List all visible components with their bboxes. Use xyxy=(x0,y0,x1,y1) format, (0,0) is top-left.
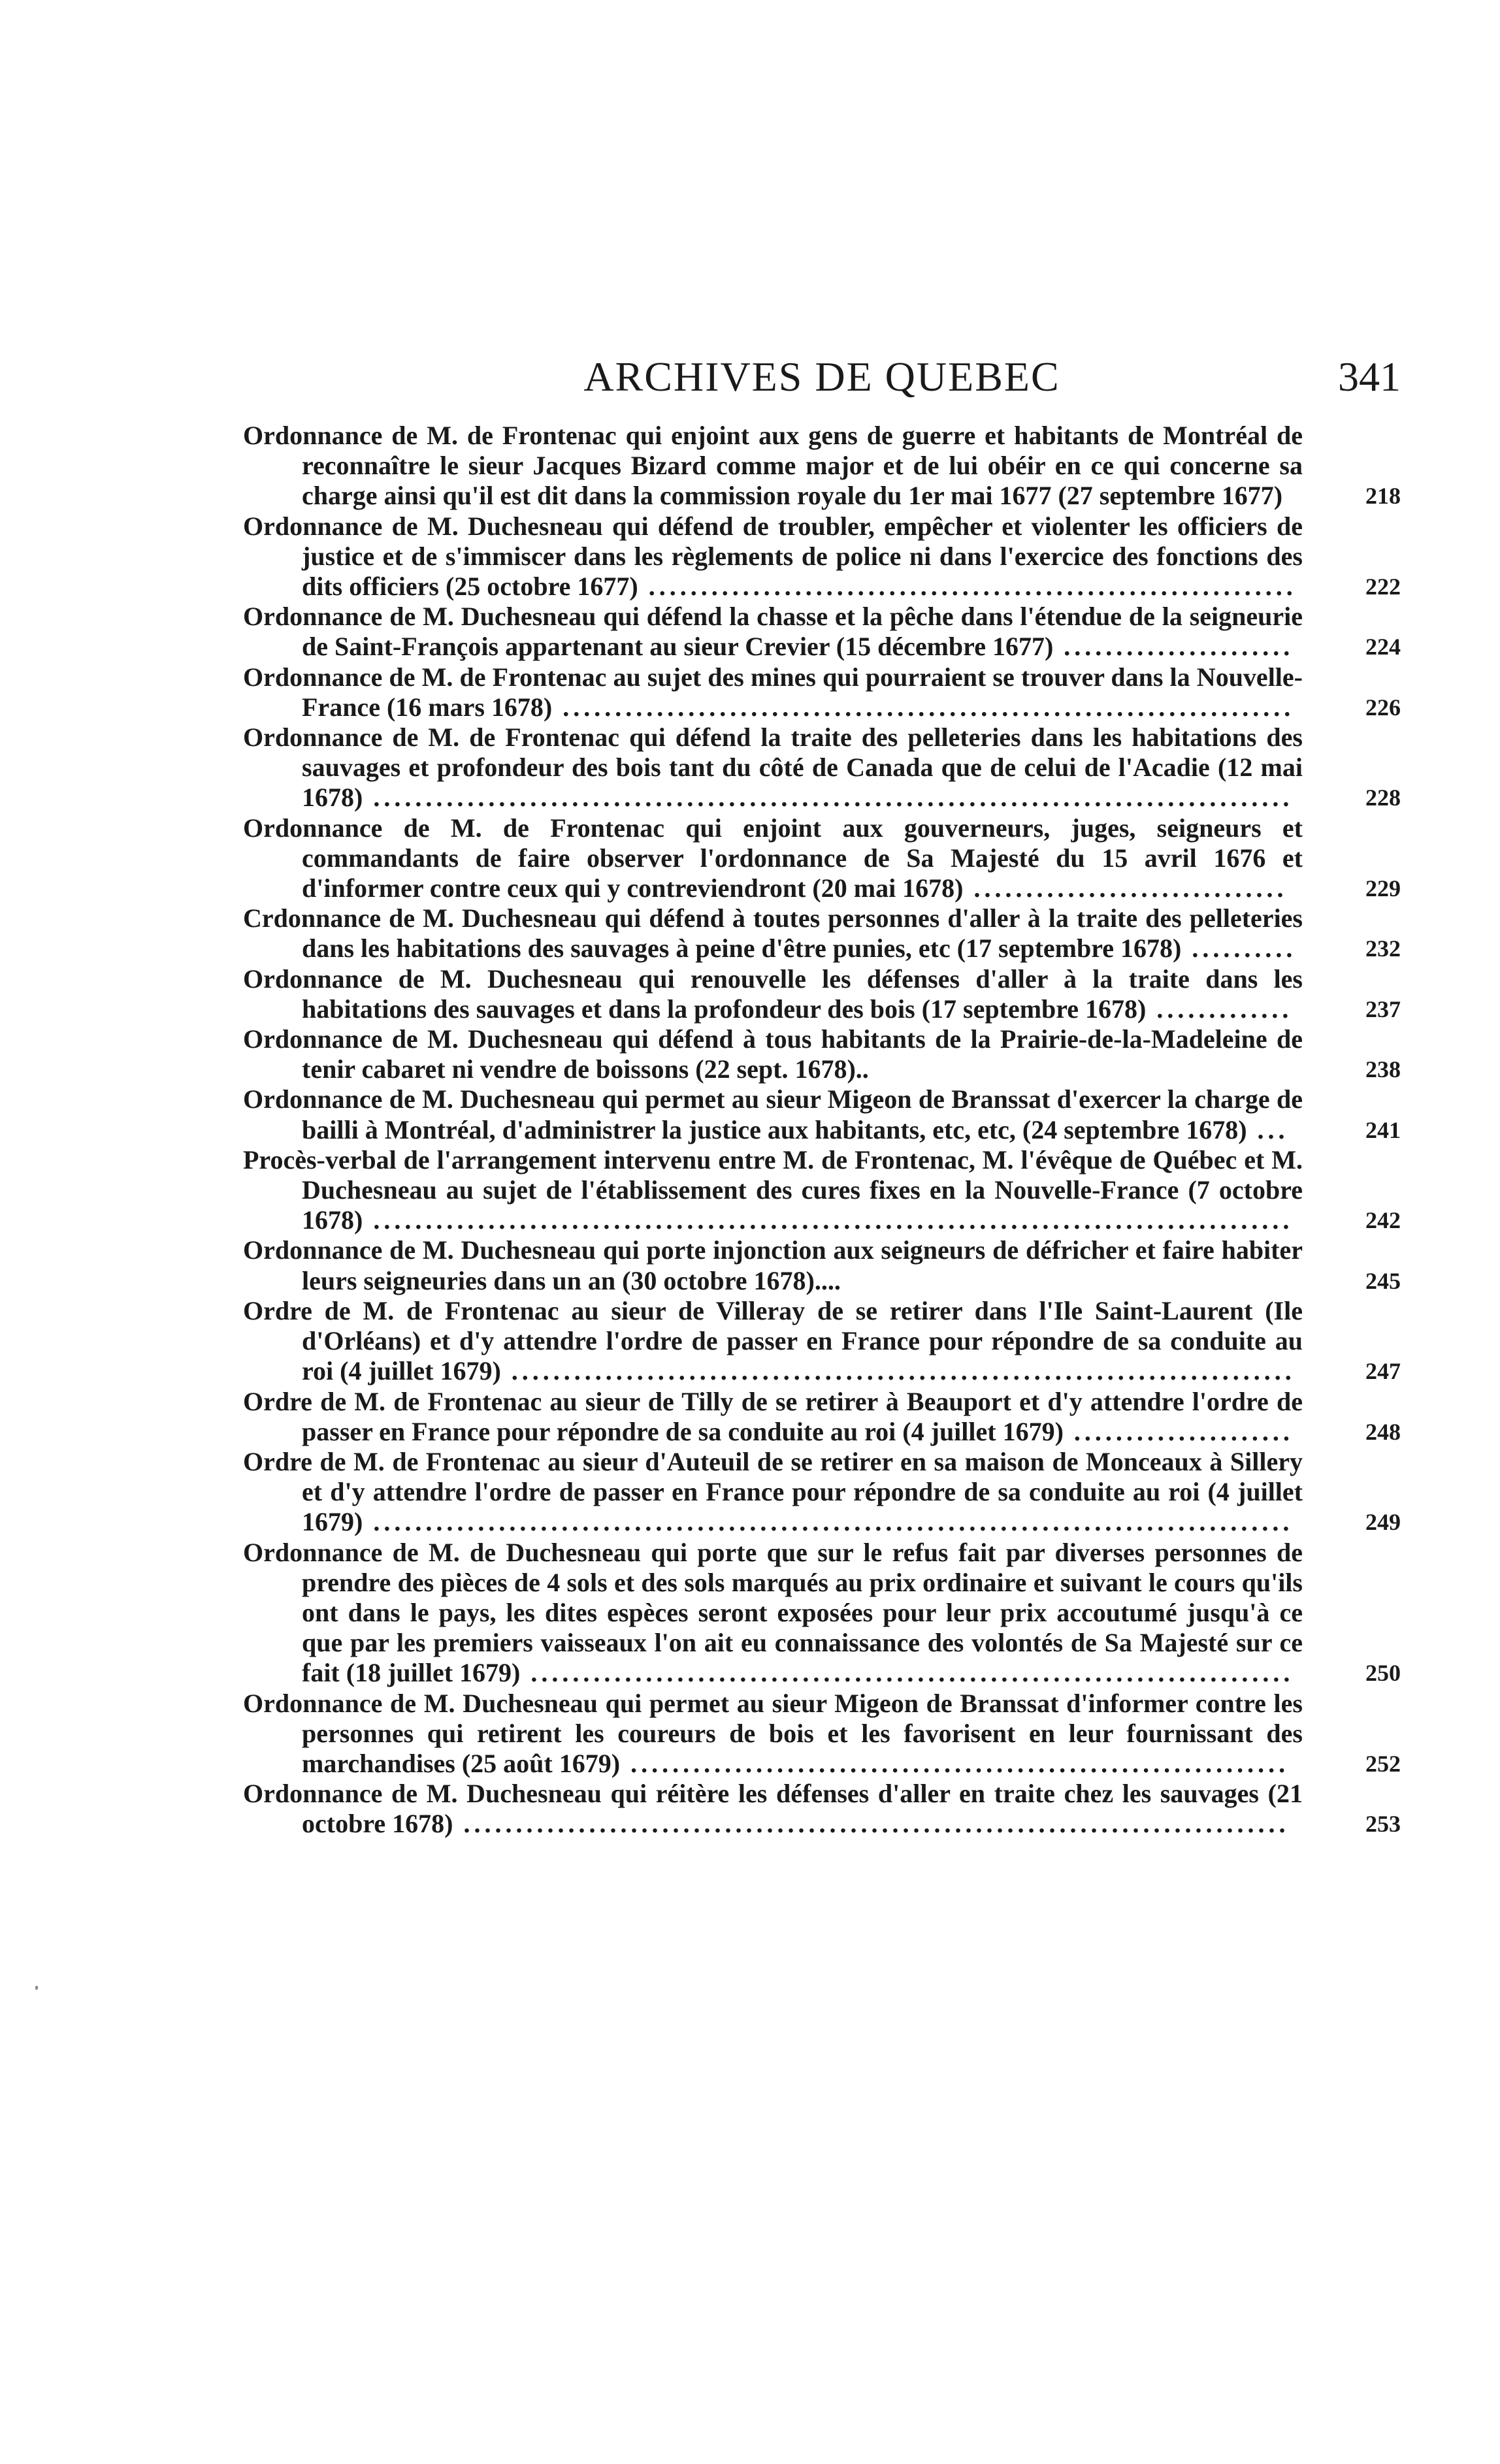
toc-entry-text: Crdonnance de M. Duchesneau qui défend à toutes personnes d'aller à la traite des pelleteries dans les habitations des sauvages à peine d'être punies, etc (17 septembre 1678) xyxy=(243,903,1303,964)
toc-entry xyxy=(243,1538,1401,1689)
toc-entry-page-number: 252 xyxy=(1365,1750,1401,1777)
toc-entry-text: Ordre de M. de Frontenac au sieur de Tilly de se retirer à Beauport et d'y attendre l'ordre de passer en France pour répondre de sa conduite au roi (4 juillet 1679) xyxy=(243,1386,1303,1446)
toc-entry xyxy=(243,602,1401,662)
toc-entry-text: Ordonnance de M. de Frontenac qui défend la traite des pelleteries dans les habitations des sauvages et profondeur des bois tant du côté de Canada que de celui de l'Acadie (12 mai 1678) xyxy=(243,722,1303,813)
dot-leader: ... xyxy=(1247,1114,1289,1144)
toc-entry xyxy=(243,1084,1401,1144)
toc-entry xyxy=(243,1387,1401,1447)
toc-entry-text: Ordonnance de M. Duchesneau qui réitère les défenses d'aller en traite chez les sauvages (21 octobre 1678) xyxy=(243,1779,1303,1839)
toc-entry-text: Ordonnance de M. de Frontenac qui enjoint aux gens de guerre et habitants de Montréal de reconnaître le sieur Jacques Bizard comme major et de lui obéir en ce qui concerne sa charge ainsi qu'il est dit dans la commission royale du 1er mai 1677 (27 septembre 1677) xyxy=(243,421,1303,511)
dot-leader: ......................................................................... xyxy=(520,1658,1294,1688)
toc-entry-text: Ordonnance de M. de Duchesneau qui porte que sur le refus fait par diverses personnes de prendre des pièces de 4 sols et des sols marqués au prix ordinaire et suivant le cours qu'ils ont dans le pays, les dites espèces seront exposées pour leur prix accoutumé jusqu'à ce que par les premiers vaisseaux l'on ait eu connaissance des volontés de Sa Majesté sur ce fait (18 juillet 1679) xyxy=(243,1537,1303,1688)
toc-entry-text: Ordre de M. de Frontenac au sieur de Villeray de se retirer dans l'Ile Saint-Laurent (Ile d'Orléans) et d'y attendre l'ordre de passer en France pour répondre de sa conduite au roi (4 juillet 1679) xyxy=(243,1295,1303,1386)
dot-leader: ............................................................................... xyxy=(453,1809,1290,1839)
dot-leader: ...................................................................... xyxy=(552,692,1295,722)
dot-leader: .......... xyxy=(1181,933,1297,964)
toc-entry xyxy=(243,1447,1401,1538)
toc-entry-page-number: 250 xyxy=(1365,1660,1401,1687)
toc-entry-page-number: 245 xyxy=(1365,1267,1401,1294)
toc-entry-page-number: 228 xyxy=(1365,785,1401,811)
dot-leader: ........................................................................................ xyxy=(363,1507,1294,1537)
toc-entry xyxy=(243,903,1401,964)
toc-entry-text: Ordonnance de M. Duchesneau qui permet au sieur Migeon de Branssat d'exercer la charge de bailli à Montréal, d'administrer la justice aux habitants, etc, etc, (24 septembre 1678) xyxy=(243,1084,1303,1144)
toc-entry-text: Ordonnance de M. Duchesneau qui porte injonction aux seigneurs de défricher et faire habiter leurs seigneuries dans un an (30 octobre 1678).... xyxy=(243,1235,1303,1295)
toc-entry-text: Procès-verbal de l'arrangement intervenu entre M. de Frontenac, M. l'évêque de Québec et M. Duchesneau au sujet de l'établissement des cures fixes en la Nouvelle-France (7 octobre 1678) xyxy=(243,1144,1303,1235)
margin-speck xyxy=(35,1986,38,1990)
page-header xyxy=(243,353,1401,412)
toc-entry xyxy=(243,1145,1401,1236)
toc-entry xyxy=(243,1024,1401,1084)
toc-entry-page-number: 241 xyxy=(1365,1116,1401,1143)
toc-entry xyxy=(243,1689,1401,1779)
toc-entry-text: Ordonnance de M. Duchesneau qui défend à tous habitants de la Prairie-de-la-Madeleine de tenir cabaret ni vendre de boissons (22 sept. 1678).. xyxy=(243,1024,1303,1084)
toc-entry-text: Ordonnance de M. Duchesneau qui permet au sieur Migeon de Branssat d'informer contre les personnes qui retirent les coureurs de bois et les favorisent en leur fournissant des marchandises (25 août 1679) xyxy=(243,1688,1303,1778)
toc-entry xyxy=(243,1779,1401,1839)
toc-entry-page-number: 232 xyxy=(1365,935,1401,962)
toc-entry xyxy=(243,722,1401,813)
toc-entry xyxy=(243,421,1401,511)
toc-entry-text: Ordonnance de M. Duchesneau qui renouvelle les défenses d'aller à la traite dans les habitations des sauvages et dans la profondeur des bois (17 septembre 1678) xyxy=(243,964,1303,1024)
toc-entry xyxy=(243,1235,1401,1295)
toc-entry-page-number: 222 xyxy=(1365,574,1401,600)
dot-leader: ............................................................... xyxy=(620,1748,1290,1778)
toc-entry xyxy=(243,511,1401,602)
dot-leader: ..................... xyxy=(1063,1416,1294,1446)
toc-entry-text: Ordonnance de M. de Frontenac au sujet des mines qui pourraient se trouver dans la Nouvelle-France (16 mars 1678) xyxy=(243,662,1303,722)
dot-leader: ........................................................................................ xyxy=(363,783,1294,813)
dot-leader: .............................................................. xyxy=(638,572,1297,602)
table-of-contents xyxy=(243,421,1401,1840)
toc-entry-page-number: 248 xyxy=(1365,1418,1401,1445)
toc-entry xyxy=(243,813,1401,904)
toc-entry-text: Ordonnance de M. Duchesneau qui défend la chasse et la pêche dans l'étendue de la seigneurie de Saint-François appartenant au sieur Crevier (15 décembre 1677) xyxy=(243,602,1303,662)
toc-entry-page-number: 229 xyxy=(1365,875,1401,902)
toc-entry-page-number: 247 xyxy=(1365,1358,1401,1385)
toc-entry-page-number: 218 xyxy=(1365,483,1401,510)
dot-leader: ...................... xyxy=(1053,632,1294,662)
toc-entry xyxy=(243,964,1401,1024)
toc-entry-page-number: 224 xyxy=(1365,634,1401,660)
book-page xyxy=(243,353,1401,1840)
toc-entry-page-number: 226 xyxy=(1365,694,1401,721)
dot-leader: ........................................................................................ xyxy=(363,1205,1294,1235)
toc-entry-page-number: 237 xyxy=(1365,996,1401,1022)
toc-entry-text: Ordonnance de M. de Frontenac qui enjoint aux gouverneurs, juges, seigneurs et commandants de faire observer l'ordonnance de Sa Majesté du 15 avril 1676 et d'informer contre ceux qui y contreviendront (20 mai 1678) xyxy=(243,813,1303,903)
toc-entry-page-number: 242 xyxy=(1365,1207,1401,1234)
dot-leader: .............................. xyxy=(963,873,1288,903)
dot-leader: ........................................................................... xyxy=(500,1356,1296,1386)
running-title: ARCHIVES DE QUEBEC xyxy=(583,353,1060,400)
page-number: 341 xyxy=(1338,353,1401,400)
toc-entry-page-number: 249 xyxy=(1365,1509,1401,1536)
toc-entry-page-number: 238 xyxy=(1365,1056,1401,1083)
toc-entry xyxy=(243,662,1401,722)
toc-entry-page-number: 253 xyxy=(1365,1811,1401,1838)
dot-leader: ............. xyxy=(1146,994,1293,1024)
toc-entry-text: Ordre de M. de Frontenac au sieur d'Auteuil de se retirer en sa maison de Monceaux à Sillery et d'y attendre l'ordre de passer en France pour répondre de sa conduite au roi (4 juillet 1679) xyxy=(243,1446,1303,1537)
toc-entry-text: Ordonnance de M. Duchesneau qui défend de troubler, empêcher et violenter les officiers de justice et de s'immiscer dans les règlements de police ni dans l'exercice des fonctions des dits officiers (25 octobre 1677) xyxy=(243,511,1303,602)
toc-entry xyxy=(243,1296,1401,1387)
